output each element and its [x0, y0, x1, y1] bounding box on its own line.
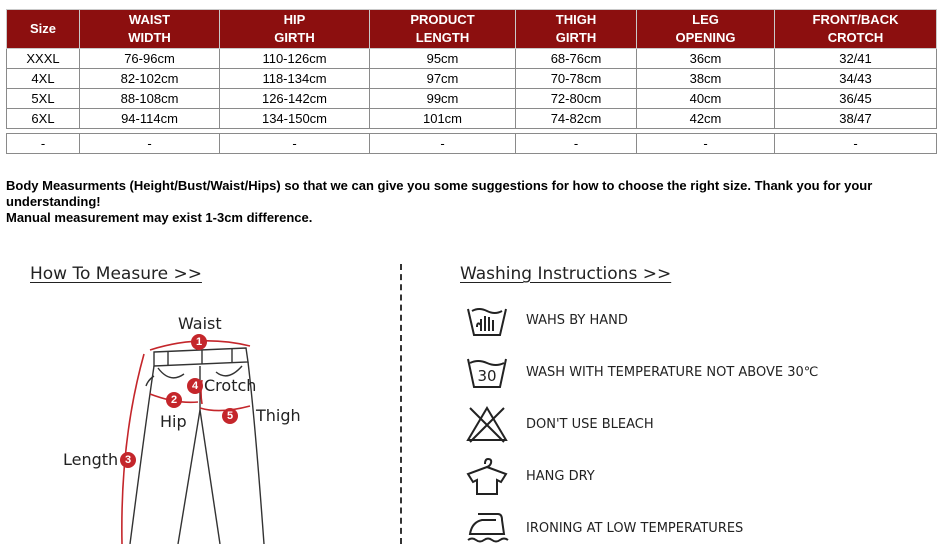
table-cell: 88-108cm — [80, 89, 220, 109]
table-cell: 70-78cm — [516, 69, 637, 89]
table-cell: 134-150cm — [220, 109, 370, 129]
table-cell: 99cm — [370, 89, 516, 109]
table-cell: - — [775, 134, 937, 154]
notes-line-2: Manual measurement may exist 1-3cm difference. — [6, 210, 313, 225]
wash-label-hang-dry: HANG DRY — [526, 468, 595, 484]
hang-dry-icon — [462, 456, 512, 496]
wash-label-no-bleach: DON'T USE BLEACH — [526, 416, 654, 432]
table-cell: - — [516, 134, 637, 154]
table-cell: - — [370, 134, 516, 154]
table-row — [7, 109, 937, 129]
wash-item-hang-dry — [462, 456, 595, 496]
wash-label-30: WASH WITH TEMPERATURE NOT ABOVE 30℃ — [526, 364, 819, 380]
table-cell: 42cm — [637, 109, 775, 129]
iron-low-icon — [462, 508, 512, 548]
badge-waist: 1 — [191, 334, 207, 350]
table-cell: 4XL — [7, 69, 80, 89]
notes-line-1: Body Measurments (Height/Bust/Waist/Hips) so that we can give you some suggestions for how to choose the right size. Thank you for your understanding! — [6, 178, 873, 209]
wash-label-hand: WAHS BY HAND — [526, 312, 628, 328]
table-row — [7, 89, 937, 109]
thigh-label: Thigh — [256, 406, 301, 425]
table-cell: 82-102cm — [80, 69, 220, 89]
wash-item-30 — [462, 352, 818, 392]
wash-item-no-bleach — [462, 404, 654, 444]
washing-instructions-title: Washing Instructions >> — [460, 264, 672, 284]
table-cell: 76-96cm — [80, 49, 220, 69]
waist-label: Waist — [178, 314, 222, 333]
hip-label: Hip — [160, 412, 187, 431]
badge-hip: 2 — [166, 392, 182, 408]
pants-measure-diagram — [50, 300, 390, 544]
table-cell: - — [80, 134, 220, 154]
table-cell: 38cm — [637, 69, 775, 89]
no-bleach-icon — [462, 404, 512, 444]
table-row — [7, 49, 937, 69]
badge-thigh: 5 — [222, 408, 238, 424]
table-cell: 36cm — [637, 49, 775, 69]
table-cell: 68-76cm — [516, 49, 637, 69]
table-cell: 32/41 — [775, 49, 937, 69]
wash-30-icon — [462, 352, 512, 392]
table-cell: 74-82cm — [516, 109, 637, 129]
size-chart-table — [6, 9, 937, 154]
badge-crotch: 4 — [187, 378, 203, 394]
wash-item-hand — [462, 300, 628, 340]
wash-temp-text: 30 — [477, 367, 497, 385]
table-cell: 95cm — [370, 49, 516, 69]
table-cell: 40cm — [637, 89, 775, 109]
header-thigh-girth: THIGH GIRTH — [516, 10, 637, 49]
header-size: Size — [7, 10, 80, 49]
table-cell: 5XL — [7, 89, 80, 109]
table-cell: 36/45 — [775, 89, 937, 109]
size-table-header-row — [7, 10, 937, 49]
header-hip-girth: HIP GIRTH — [220, 10, 370, 49]
table-cell: - — [7, 134, 80, 154]
wash-item-iron-low — [462, 508, 743, 548]
table-cell: 34/43 — [775, 69, 937, 89]
table-cell: - — [637, 134, 775, 154]
table-cell: 38/47 — [775, 109, 937, 129]
table-cell: 6XL — [7, 109, 80, 129]
header-leg-opening: LEG OPENING — [637, 10, 775, 49]
table-cell: 110-126cm — [220, 49, 370, 69]
section-divider — [400, 264, 402, 544]
table-cell: 101cm — [370, 109, 516, 129]
wash-label-iron-low: IRONING AT LOW TEMPERATURES — [526, 520, 744, 536]
measurement-notes — [6, 178, 938, 226]
table-row — [7, 69, 937, 89]
table-cell: 97cm — [370, 69, 516, 89]
table-cell: 94-114cm — [80, 109, 220, 129]
how-to-measure-title: How To Measure >> — [30, 264, 202, 284]
header-waist-width: WAIST WIDTH — [80, 10, 220, 49]
table-cell: 72-80cm — [516, 89, 637, 109]
pants-outline-icon — [50, 300, 390, 544]
hand-wash-icon — [462, 300, 512, 340]
table-row — [7, 134, 937, 154]
badge-length: 3 — [120, 452, 136, 468]
table-cell: 126-142cm — [220, 89, 370, 109]
header-product-length: PRODUCT LENGTH — [370, 10, 516, 49]
crotch-label: Crotch — [204, 376, 257, 395]
table-cell: - — [220, 134, 370, 154]
table-cell: XXXL — [7, 49, 80, 69]
table-cell: 118-134cm — [220, 69, 370, 89]
length-label: Length — [63, 450, 119, 469]
header-front-back-crotch: FRONT/BACK CROTCH — [775, 10, 937, 49]
